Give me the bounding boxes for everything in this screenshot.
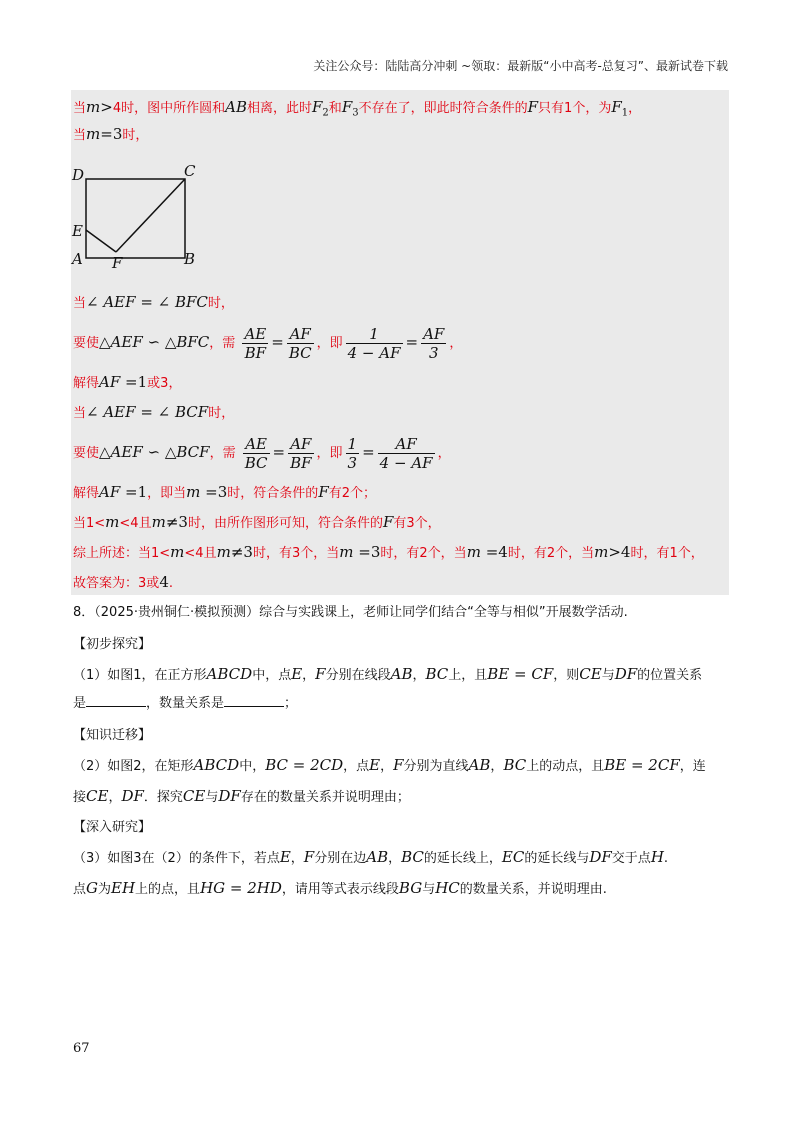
solution-line-9: 当1<m<4且m≠3时，由所作图形可知，符合条件的F有3个， — [73, 513, 441, 531]
solution-line-10: 综上所述：当1<m<4且m≠3时，有3个，当m =3时，有2个，当m =4时，有2个，当m>4时，有1个， — [73, 543, 704, 561]
section-heading-1: 【初步探究】 — [73, 637, 152, 652]
part-3-line-2: 点G为EH上的点，且HG = 2HD，请用等式表示线段BG与HC的数量关系，并说明理由. — [73, 879, 607, 897]
solution-line-8: 解得AF =1，即当m =3时，符合条件的F有2个； — [73, 483, 377, 501]
solution-line-5: 解得AF =1或3， — [73, 373, 182, 391]
solution-line-6: 当∠ AEF = ∠ BCF时， — [73, 403, 235, 421]
solution-line-3: 当∠ AEF = ∠ BFC时， — [73, 293, 234, 311]
solution-line-7: 要使△AEF ∽ △BCF，需 $\frac{AE}{BC}$ = $\frac{AF}{BF}$ ，即 $\frac{1}{3}$ = $\frac{AF}{4 - AF}$ ， — [73, 435, 451, 472]
fraction: $\frac{AF}{BC}$ — [288, 325, 312, 362]
fraction: $\frac{1}{3}$ — [347, 435, 358, 472]
label-e: E — [72, 222, 83, 240]
segment-ef — [86, 230, 116, 252]
rectangle-figure — [68, 160, 208, 270]
solution-line-1: 当m>4时，图中所作圆和AB相离，此时$F_2$和$F_3$不存在了，即此时符合条件的F只有1个，为$F_1$， — [73, 98, 642, 119]
label-c: C — [184, 162, 196, 180]
label-b: B — [184, 250, 196, 268]
fraction: $\frac{AF}{4 - AF}$ — [379, 435, 433, 472]
question-8-title: 8．（2025·贵州铜仁·模拟预测）综合与实践课上，老师让同学们结合“全等与相似”开展数学活动. — [73, 605, 628, 620]
part-2-line-1: （2）如图2，在矩形ABCD中，BC = 2CD，点E，F分别为直线AB，BC上的动点，且BE = 2CF，连 — [73, 756, 706, 774]
part-3-line-1: （3）如图3在（2）的条件下，若点E，F分别在边AB，BC的延长线上，EC的延长线与DF交于点H. — [73, 848, 669, 866]
part-1-line-2: 是 ，数量关系是 ； — [73, 696, 298, 711]
answer-blank-2[interactable] — [224, 694, 284, 707]
segment-cf — [116, 179, 185, 252]
label-a: A — [72, 250, 83, 268]
rectangle-abcd — [86, 179, 185, 258]
answer-blank-1[interactable] — [86, 694, 146, 707]
solution-line-2: 当m=3时， — [73, 125, 149, 143]
solution-line-11: 故答案为：3或4. — [73, 573, 173, 591]
part-2-line-2: 接CE，DF．探究CE与DF存在的数量关系并说明理由； — [73, 787, 410, 805]
label-f: F — [112, 254, 123, 270]
fraction: $\frac{AE}{BC}$ — [244, 435, 268, 472]
fraction: $\frac{AF}{3}$ — [423, 325, 445, 362]
part-1-line-1: （1）如图1，在正方形ABCD中，点E，F分别在线段AB，BC上，且BE = CF，则CE与DF的位置关系 — [73, 665, 703, 683]
label-d: D — [72, 166, 85, 184]
solution-line-4: 要使△AEF ∽ △BFC，需 $\frac{AE}{BF}$ = $\frac{AF}{BC}$ ，即 $\frac{1}{4 - AF}$ = $\frac{AF}{3}$ ， — [73, 325, 463, 362]
fraction: $\frac{AF}{BF}$ — [290, 435, 312, 472]
fraction: $\frac{AE}{BF}$ — [244, 325, 267, 362]
page-header: 关注公众号：陆陆高分冲刺 ~领取：最新版“小中高考-总复习”、最新试卷下载 — [313, 59, 728, 73]
section-heading-3: 【深入研究】 — [73, 820, 152, 835]
section-heading-2: 【知识迁移】 — [73, 728, 152, 743]
fraction: $\frac{1}{4 - AF}$ — [347, 325, 401, 362]
page-number: 67 — [73, 1041, 90, 1056]
